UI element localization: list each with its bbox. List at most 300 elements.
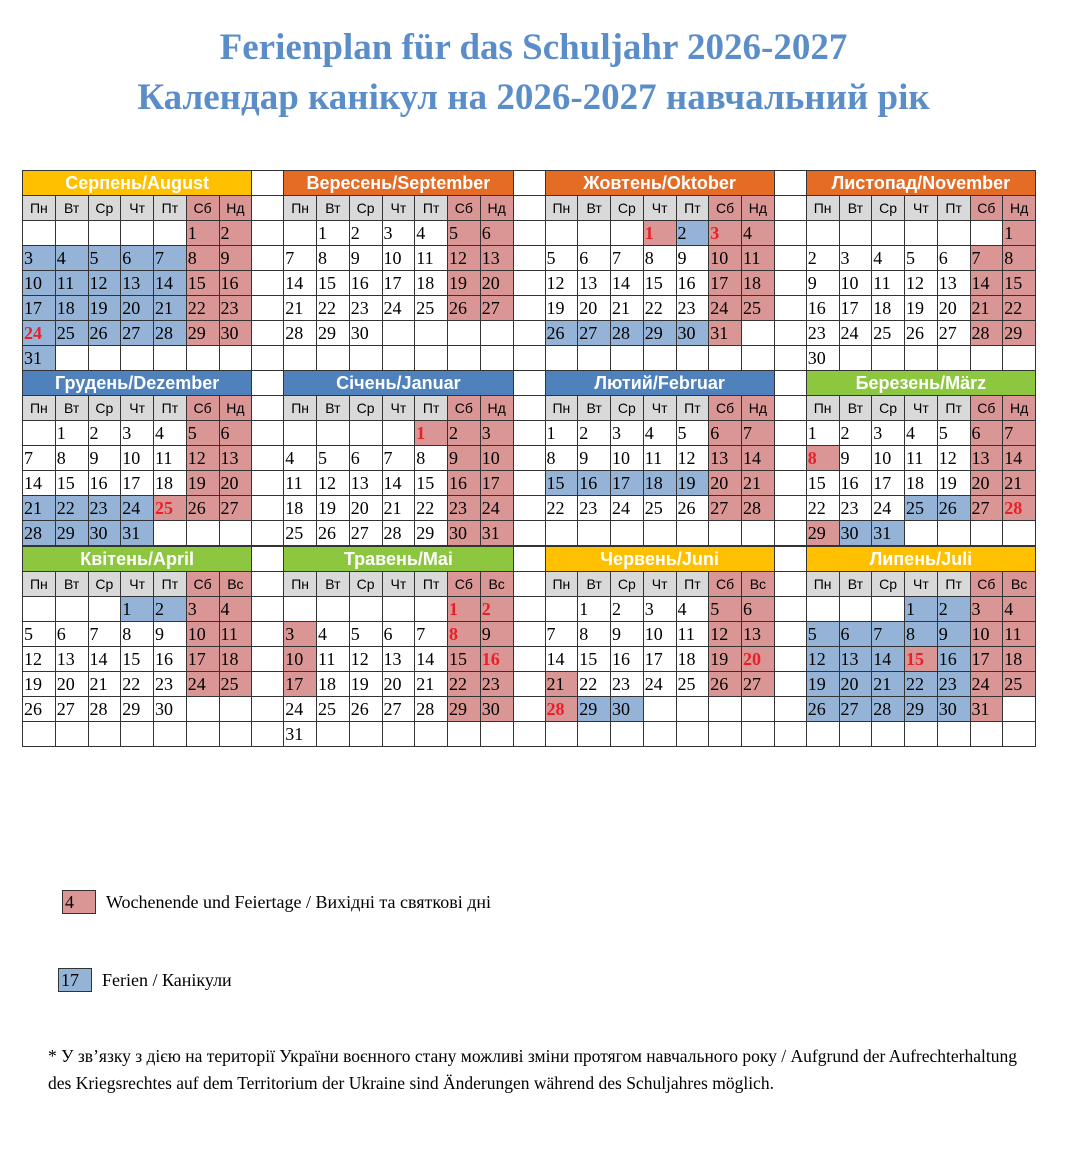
day-cell: 13 [709,446,742,471]
day-cell: 27 [350,521,383,546]
day-cell: 16 [578,471,611,496]
day-cell: 14 [284,271,317,296]
title-ukrainian: Календар канікул на 2026-2027 навчальний рік [137,77,930,118]
day-cell [121,346,154,371]
day-cell: 2 [350,221,383,246]
day-cell: 19 [448,271,481,296]
weekday-label: Ср [611,572,644,597]
day-cell: 28 [415,697,448,722]
separator-cell [252,622,284,647]
day-cell: 14 [872,647,905,672]
day-cell: 17 [971,647,1004,672]
day-cell: 6 [742,597,775,622]
day-cell: 31 [709,321,742,346]
day-cell: 11 [1003,622,1036,647]
day-cell: 21 [154,296,187,321]
separator-cell [252,296,284,321]
weekday-label: Пт [154,196,187,221]
day-cell: 17 [383,271,416,296]
day-cell [154,221,187,246]
day-cell: 20 [938,296,971,321]
day-cell: 18 [644,471,677,496]
weekday-label: Нд [1003,396,1036,421]
day-cell: 8 [1003,246,1036,271]
day-cell [187,521,220,546]
day-cell [709,697,742,722]
day-cell: 17 [121,471,154,496]
day-cell [971,346,1004,371]
day-cell: 30 [448,521,481,546]
separator-cell [514,446,546,471]
day-cell: 12 [317,471,350,496]
day-cell: 20 [742,647,775,672]
day-cell: 20 [481,271,514,296]
weekday-label: Сб [709,196,742,221]
day-cell: 11 [644,446,677,471]
separator-cell [775,471,807,496]
weekday-label: Сб [448,572,481,597]
day-cell: 11 [284,471,317,496]
day-cell: 13 [742,622,775,647]
day-cell [56,722,89,747]
day-cell [872,221,905,246]
day-cell: 15 [578,647,611,672]
day-cell: 11 [905,446,938,471]
weekday-label: Пт [415,196,448,221]
day-cell [905,221,938,246]
day-cell [317,722,350,747]
weekday-label: Чт [121,572,154,597]
day-cell: 11 [317,647,350,672]
day-cell: 5 [448,221,481,246]
day-cell [154,346,187,371]
day-cell: 5 [187,421,220,446]
day-cell [742,321,775,346]
day-cell [905,521,938,546]
day-cell [23,221,56,246]
day-cell: 16 [448,471,481,496]
day-cell [383,421,416,446]
day-cell: 7 [872,622,905,647]
month-header: Квітень/April [23,547,252,572]
day-cell: 9 [611,622,644,647]
day-cell: 19 [317,496,350,521]
day-cell: 11 [872,271,905,296]
day-cell: 1 [1003,221,1036,246]
day-cell: 31 [872,521,905,546]
day-cell: 2 [481,597,514,622]
day-cell: 13 [971,446,1004,471]
day-cell [154,722,187,747]
day-cell: 24 [121,496,154,521]
day-cell: 18 [284,496,317,521]
day-cell: 8 [448,622,481,647]
legend-weekend [62,890,491,914]
separator-cell [514,547,546,572]
day-cell [546,521,579,546]
day-cell: 22 [1003,296,1036,321]
day-cell: 26 [448,296,481,321]
day-cell: 1 [415,421,448,446]
day-cell [481,346,514,371]
day-cell: 8 [578,622,611,647]
day-cell: 5 [350,622,383,647]
day-cell: 28 [872,697,905,722]
day-cell: 14 [89,647,122,672]
day-cell: 27 [709,496,742,521]
day-cell: 3 [872,421,905,446]
day-cell: 12 [709,622,742,647]
day-cell: 2 [578,421,611,446]
day-cell: 5 [938,421,971,446]
month-header: Липень/Juli [807,547,1036,572]
separator-cell [252,396,284,421]
day-cell: 10 [481,446,514,471]
weekday-label: Ср [350,572,383,597]
day-cell [23,421,56,446]
weekday-label: Чт [383,396,416,421]
day-cell: 14 [971,271,1004,296]
day-cell: 8 [121,622,154,647]
day-cell: 2 [938,597,971,622]
day-cell [807,722,840,747]
day-cell: 27 [383,697,416,722]
day-cell: 29 [1003,321,1036,346]
day-cell: 26 [23,697,56,722]
day-cell [383,722,416,747]
day-cell: 18 [677,647,710,672]
day-cell [383,321,416,346]
day-cell [23,722,56,747]
weekday-label: Вс [220,572,253,597]
day-cell: 1 [644,221,677,246]
separator-cell [775,196,807,221]
day-cell [872,346,905,371]
weekday-label: Чт [121,196,154,221]
separator-cell [514,346,546,371]
day-cell: 21 [611,296,644,321]
weekday-label: Чт [383,196,416,221]
day-cell: 27 [971,496,1004,521]
day-cell: 13 [840,647,873,672]
day-cell [220,346,253,371]
day-cell [840,221,873,246]
separator-cell [775,697,807,722]
day-cell [121,221,154,246]
day-cell: 26 [905,321,938,346]
day-cell: 22 [187,296,220,321]
day-cell [317,421,350,446]
separator-cell [514,396,546,421]
day-cell [971,722,1004,747]
day-cell [89,221,122,246]
separator-cell [775,371,807,396]
day-cell: 9 [350,246,383,271]
day-cell: 19 [709,647,742,672]
day-cell: 2 [220,221,253,246]
day-cell [415,597,448,622]
day-cell: 30 [840,521,873,546]
day-cell: 28 [89,697,122,722]
day-cell: 14 [611,271,644,296]
day-cell [350,421,383,446]
day-cell: 2 [677,221,710,246]
day-cell [187,346,220,371]
day-cell [187,697,220,722]
day-cell: 11 [56,271,89,296]
day-cell: 17 [644,647,677,672]
day-cell: 15 [807,471,840,496]
day-cell [350,722,383,747]
day-cell: 7 [284,246,317,271]
day-cell: 8 [644,246,677,271]
day-cell: 18 [154,471,187,496]
day-cell [350,597,383,622]
day-cell: 2 [448,421,481,446]
day-cell: 4 [415,221,448,246]
separator-cell [775,221,807,246]
day-cell: 25 [872,321,905,346]
day-cell: 18 [415,271,448,296]
day-cell: 20 [56,672,89,697]
day-cell: 29 [187,321,220,346]
day-cell [742,722,775,747]
day-cell: 15 [448,647,481,672]
weekday-label: Нд [481,396,514,421]
day-cell: 14 [383,471,416,496]
day-cell: 9 [807,271,840,296]
weekday-label: Вт [56,572,89,597]
day-cell: 22 [644,296,677,321]
weekday-label: Вт [840,396,873,421]
separator-cell [252,371,284,396]
month-header: Травень/Mai [284,547,513,572]
separator-cell [514,722,546,747]
day-cell [1003,697,1036,722]
day-cell: 24 [872,496,905,521]
weekday-label: Чт [905,396,938,421]
day-cell: 19 [546,296,579,321]
month-header: Вересень/September [284,171,513,196]
day-cell: 28 [611,321,644,346]
weekday-label: Вс [742,572,775,597]
day-cell: 30 [938,697,971,722]
separator-cell [514,171,546,196]
day-cell: 18 [56,296,89,321]
day-cell [23,597,56,622]
day-cell: 21 [89,672,122,697]
day-cell [611,521,644,546]
legend-vacation-swatch: 17 [58,968,92,992]
day-cell [578,221,611,246]
day-cell: 24 [383,296,416,321]
day-cell: 9 [677,246,710,271]
weekday-label: Пн [284,572,317,597]
day-cell: 28 [154,321,187,346]
day-cell: 9 [578,446,611,471]
day-cell: 27 [220,496,253,521]
day-cell [905,722,938,747]
day-cell: 5 [317,446,350,471]
weekday-label: Пт [415,396,448,421]
day-cell [971,221,1004,246]
day-cell: 31 [121,521,154,546]
day-cell: 24 [644,672,677,697]
day-cell: 6 [840,622,873,647]
separator-cell [514,371,546,396]
separator-cell [514,647,546,672]
day-cell: 16 [677,271,710,296]
day-cell: 20 [840,672,873,697]
day-cell: 12 [350,647,383,672]
separator-cell [514,321,546,346]
day-cell: 4 [1003,597,1036,622]
day-cell: 30 [220,321,253,346]
day-cell: 23 [840,496,873,521]
weekday-label: Пн [546,196,579,221]
day-cell [546,722,579,747]
calendar-grid [22,170,1036,747]
weekday-label: Пн [284,196,317,221]
day-cell [284,597,317,622]
day-cell: 6 [383,622,416,647]
day-cell: 11 [677,622,710,647]
weekday-label: Нд [742,196,775,221]
day-cell: 27 [121,321,154,346]
day-cell [89,346,122,371]
day-cell: 18 [1003,647,1036,672]
day-cell: 6 [121,246,154,271]
separator-cell [775,171,807,196]
day-cell: 26 [317,521,350,546]
day-cell [578,722,611,747]
day-cell: 10 [872,446,905,471]
day-cell: 28 [23,521,56,546]
day-cell: 15 [644,271,677,296]
day-cell: 31 [971,697,1004,722]
day-cell [481,722,514,747]
day-cell: 26 [350,697,383,722]
day-cell: 1 [578,597,611,622]
day-cell: 17 [481,471,514,496]
day-cell [154,521,187,546]
day-cell: 18 [317,672,350,697]
day-cell: 21 [23,496,56,521]
day-cell: 23 [89,496,122,521]
day-cell: 5 [677,421,710,446]
weekday-label: Вт [578,196,611,221]
separator-cell [775,572,807,597]
day-cell: 26 [709,672,742,697]
day-cell: 21 [415,672,448,697]
day-cell: 10 [709,246,742,271]
day-cell: 20 [350,496,383,521]
weekday-label: Ср [350,396,383,421]
day-cell: 1 [807,421,840,446]
day-cell [187,722,220,747]
weekday-label: Пт [154,572,187,597]
separator-cell [252,421,284,446]
day-cell: 17 [872,471,905,496]
day-cell: 7 [154,246,187,271]
separator-cell [252,221,284,246]
day-cell: 24 [481,496,514,521]
day-cell [807,597,840,622]
separator-cell [514,597,546,622]
day-cell: 14 [742,446,775,471]
separator-cell [775,547,807,572]
day-cell [677,521,710,546]
day-cell [317,346,350,371]
day-cell: 23 [578,496,611,521]
day-cell: 16 [154,647,187,672]
day-cell: 21 [546,672,579,697]
day-cell: 9 [448,446,481,471]
legend-vacation [58,968,232,992]
day-cell: 2 [89,421,122,446]
separator-cell [252,271,284,296]
separator-cell [775,421,807,446]
day-cell: 12 [89,271,122,296]
day-cell: 1 [546,421,579,446]
day-cell: 24 [709,296,742,321]
weekday-label: Вт [56,396,89,421]
day-cell: 24 [971,672,1004,697]
weekday-label: Пн [546,396,579,421]
day-cell [284,346,317,371]
day-cell: 2 [611,597,644,622]
day-cell: 17 [23,296,56,321]
day-cell: 25 [317,697,350,722]
day-cell: 15 [905,647,938,672]
day-cell: 3 [383,221,416,246]
day-cell [546,221,579,246]
day-cell [938,346,971,371]
day-cell: 31 [284,722,317,747]
day-cell: 25 [154,496,187,521]
day-cell: 10 [644,622,677,647]
day-cell: 11 [220,622,253,647]
day-cell: 1 [448,597,481,622]
day-cell: 14 [546,647,579,672]
weekday-label: Вт [840,572,873,597]
day-cell [415,346,448,371]
day-cell: 27 [938,321,971,346]
day-cell: 9 [89,446,122,471]
day-cell: 4 [154,421,187,446]
day-cell [578,521,611,546]
day-cell: 25 [742,296,775,321]
day-cell: 9 [481,622,514,647]
day-cell: 14 [154,271,187,296]
day-cell: 29 [121,697,154,722]
day-cell [1003,521,1036,546]
day-cell: 29 [644,321,677,346]
separator-cell [252,697,284,722]
day-cell: 20 [121,296,154,321]
day-cell [383,346,416,371]
day-cell: 6 [56,622,89,647]
day-cell: 6 [938,246,971,271]
separator-cell [252,647,284,672]
day-cell [905,346,938,371]
weekday-label: Нд [1003,196,1036,221]
day-cell: 10 [121,446,154,471]
day-cell [938,221,971,246]
weekday-label: Ср [611,196,644,221]
day-cell [317,597,350,622]
weekday-label: Сб [971,396,1004,421]
